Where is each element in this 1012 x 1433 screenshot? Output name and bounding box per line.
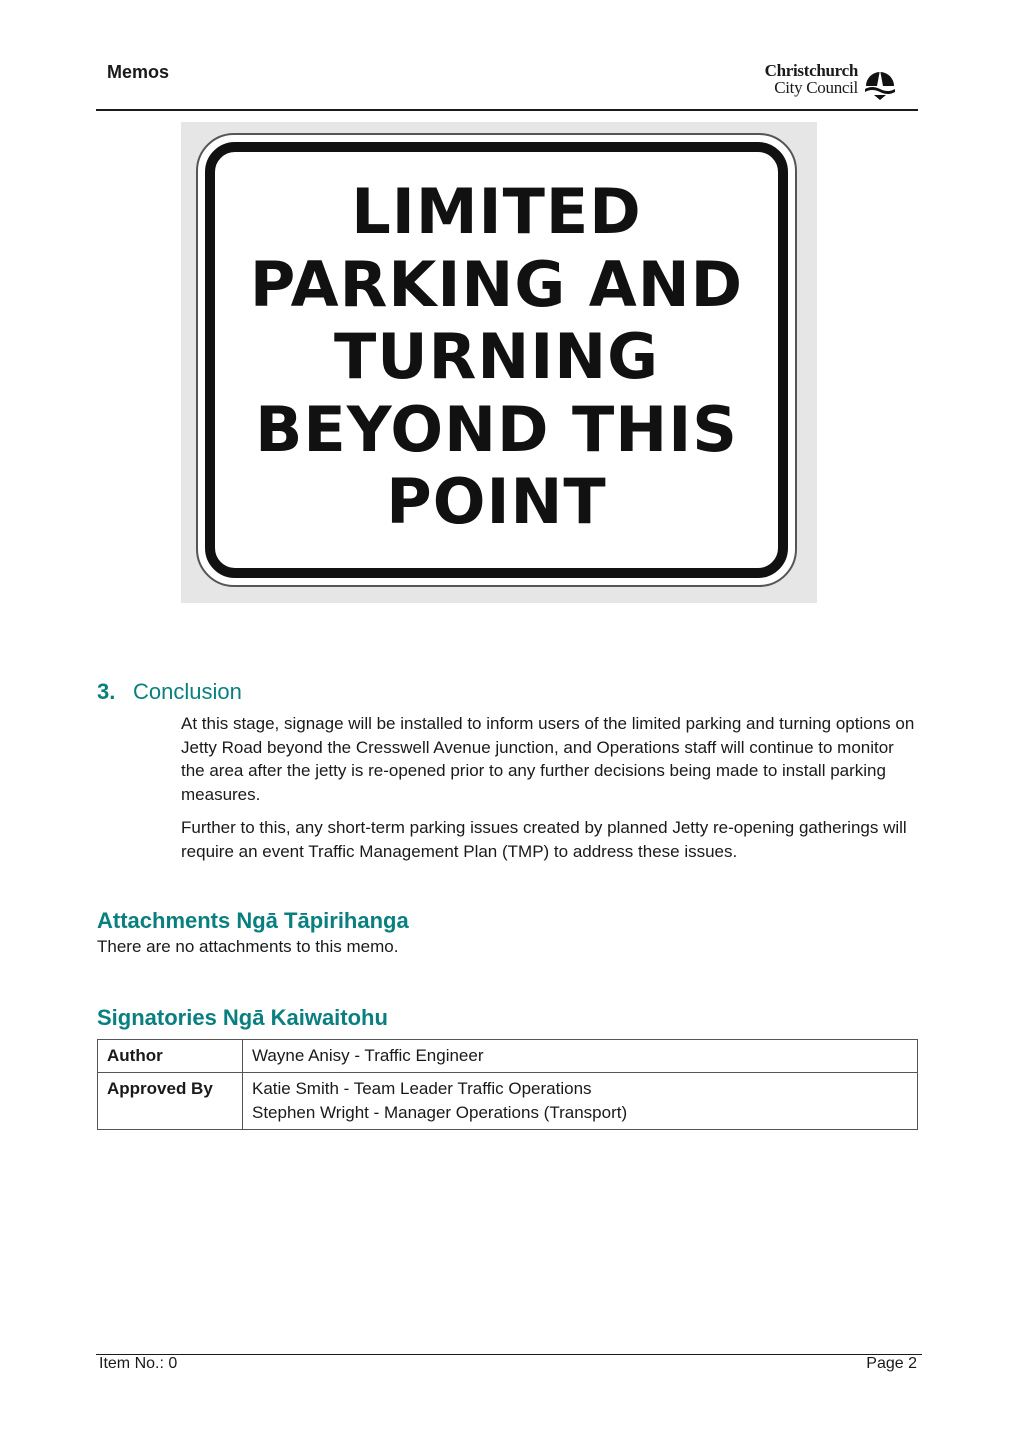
attachments-text: There are no attachments to this memo. [97,937,399,956]
footer-divider [96,1354,922,1355]
sign-line: POINT [386,465,607,538]
logo-line-2: City Council [774,78,858,97]
header-divider [96,109,918,111]
council-logo [748,62,900,102]
signatory-name: Wayne Anisy - Traffic Engineer [252,1046,484,1065]
sign-text [215,176,778,539]
sign-line: LIMITED [351,175,642,248]
row-value [243,1073,918,1130]
sign-line: BEYOND THIS [255,392,738,466]
sign-line: TURNING [333,320,660,393]
row-label: Approved By [98,1073,243,1130]
header-title: Memos [107,62,170,82]
signatories-heading: Signatories Ngā Kaiwaitohu [97,1005,388,1030]
table-row [98,1073,918,1130]
attachments-heading: Attachments Ngā Tāpirihanga [97,908,409,933]
conclusion-heading [97,679,242,705]
row-label: Author [98,1040,243,1073]
signatories-table [97,1039,918,1130]
cathedral-logo-icon [862,64,898,100]
signatory-name: Stephen Wright - Manager Operations (Transport) [252,1103,628,1122]
logo-line-1: Christchurch [764,61,858,80]
footer-item-number: Item No.: 0 [99,1355,178,1372]
table-row [98,1040,918,1073]
signatory-name: Katie Smith - Team Leader Traffic Operations [252,1079,592,1098]
sign-line: PARKING AND [249,247,744,321]
conclusion-paragraph-1: At this stage, signage will be installed to inform users of the limited parking and turning options on Jetty Road beyond the Cresswell Avenue junction, and Operations staff will continue to monitor the area after the jetty is re-opened prior to any further decisions being made to install parking measures. [181,714,915,804]
row-value [243,1040,918,1073]
section-number: 3. [97,679,116,704]
conclusion-paragraph-2: Further to this, any short-term parking issues created by planned Jetty re-opening gatherings will require an event Traffic Management Plan (TMP) to address these issues. [181,818,907,861]
footer-page-number: Page 2 [866,1355,917,1372]
section-title: Conclusion [133,679,242,704]
